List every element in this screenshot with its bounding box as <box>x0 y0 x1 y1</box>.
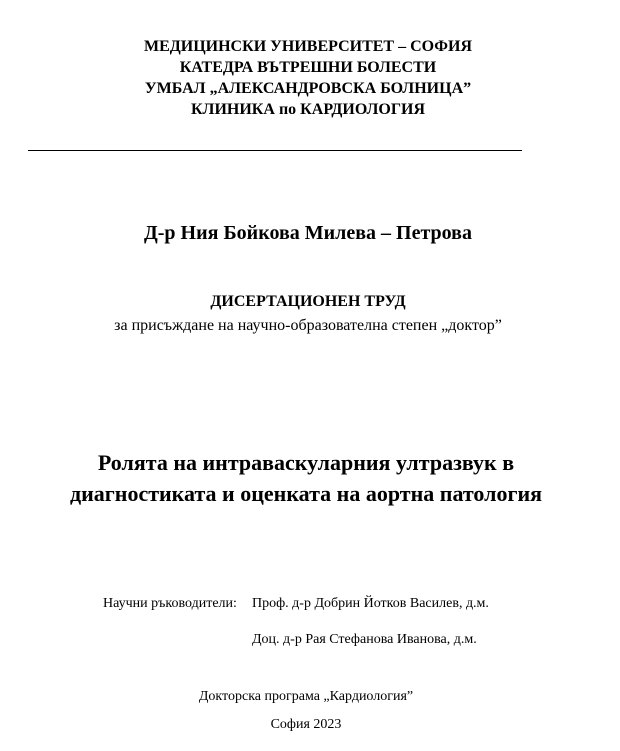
institution-header <box>0 36 616 120</box>
supervisor-name: Доц. д-р Рая Стефанова Иванова, д.м. <box>252 632 477 647</box>
work-type: ДИСЕРТАЦИОНЕН ТРУД <box>210 293 406 310</box>
header-divider <box>28 150 522 151</box>
supervisors-label: Научни ръководители: <box>103 596 237 611</box>
supervisor-name: Проф. д-р Добрин Йотков Василев, д.м. <box>252 596 489 611</box>
clinic-name: КЛИНИКА по КАРДИОЛОГИЯ <box>190 101 426 118</box>
author-name: Д-р Ния Бойкова Милева – Петрова <box>144 222 472 244</box>
work-purpose: за присъждане на научно-образователна степен „доктор” <box>114 317 502 334</box>
place-and-year: София 2023 <box>270 717 342 732</box>
title-line: диагностиката и оценката на аортна патология <box>69 481 543 506</box>
university-name: МЕДИЦИНСКИ УНИВЕРСИТЕТ – СОФИЯ <box>143 38 473 55</box>
dissertation-title <box>0 447 612 509</box>
department-name: КАТЕДРА ВЪТРЕШНИ БОЛЕСТИ <box>179 59 437 76</box>
doctoral-program: Докторска програма „Кардиология” <box>198 689 414 704</box>
title-line: Ролята на интраваскуларния ултразвук в <box>97 450 515 475</box>
hospital-name: УМБАЛ „АЛЕКСАНДРОВСКА БОЛНИЦА” <box>144 80 472 97</box>
